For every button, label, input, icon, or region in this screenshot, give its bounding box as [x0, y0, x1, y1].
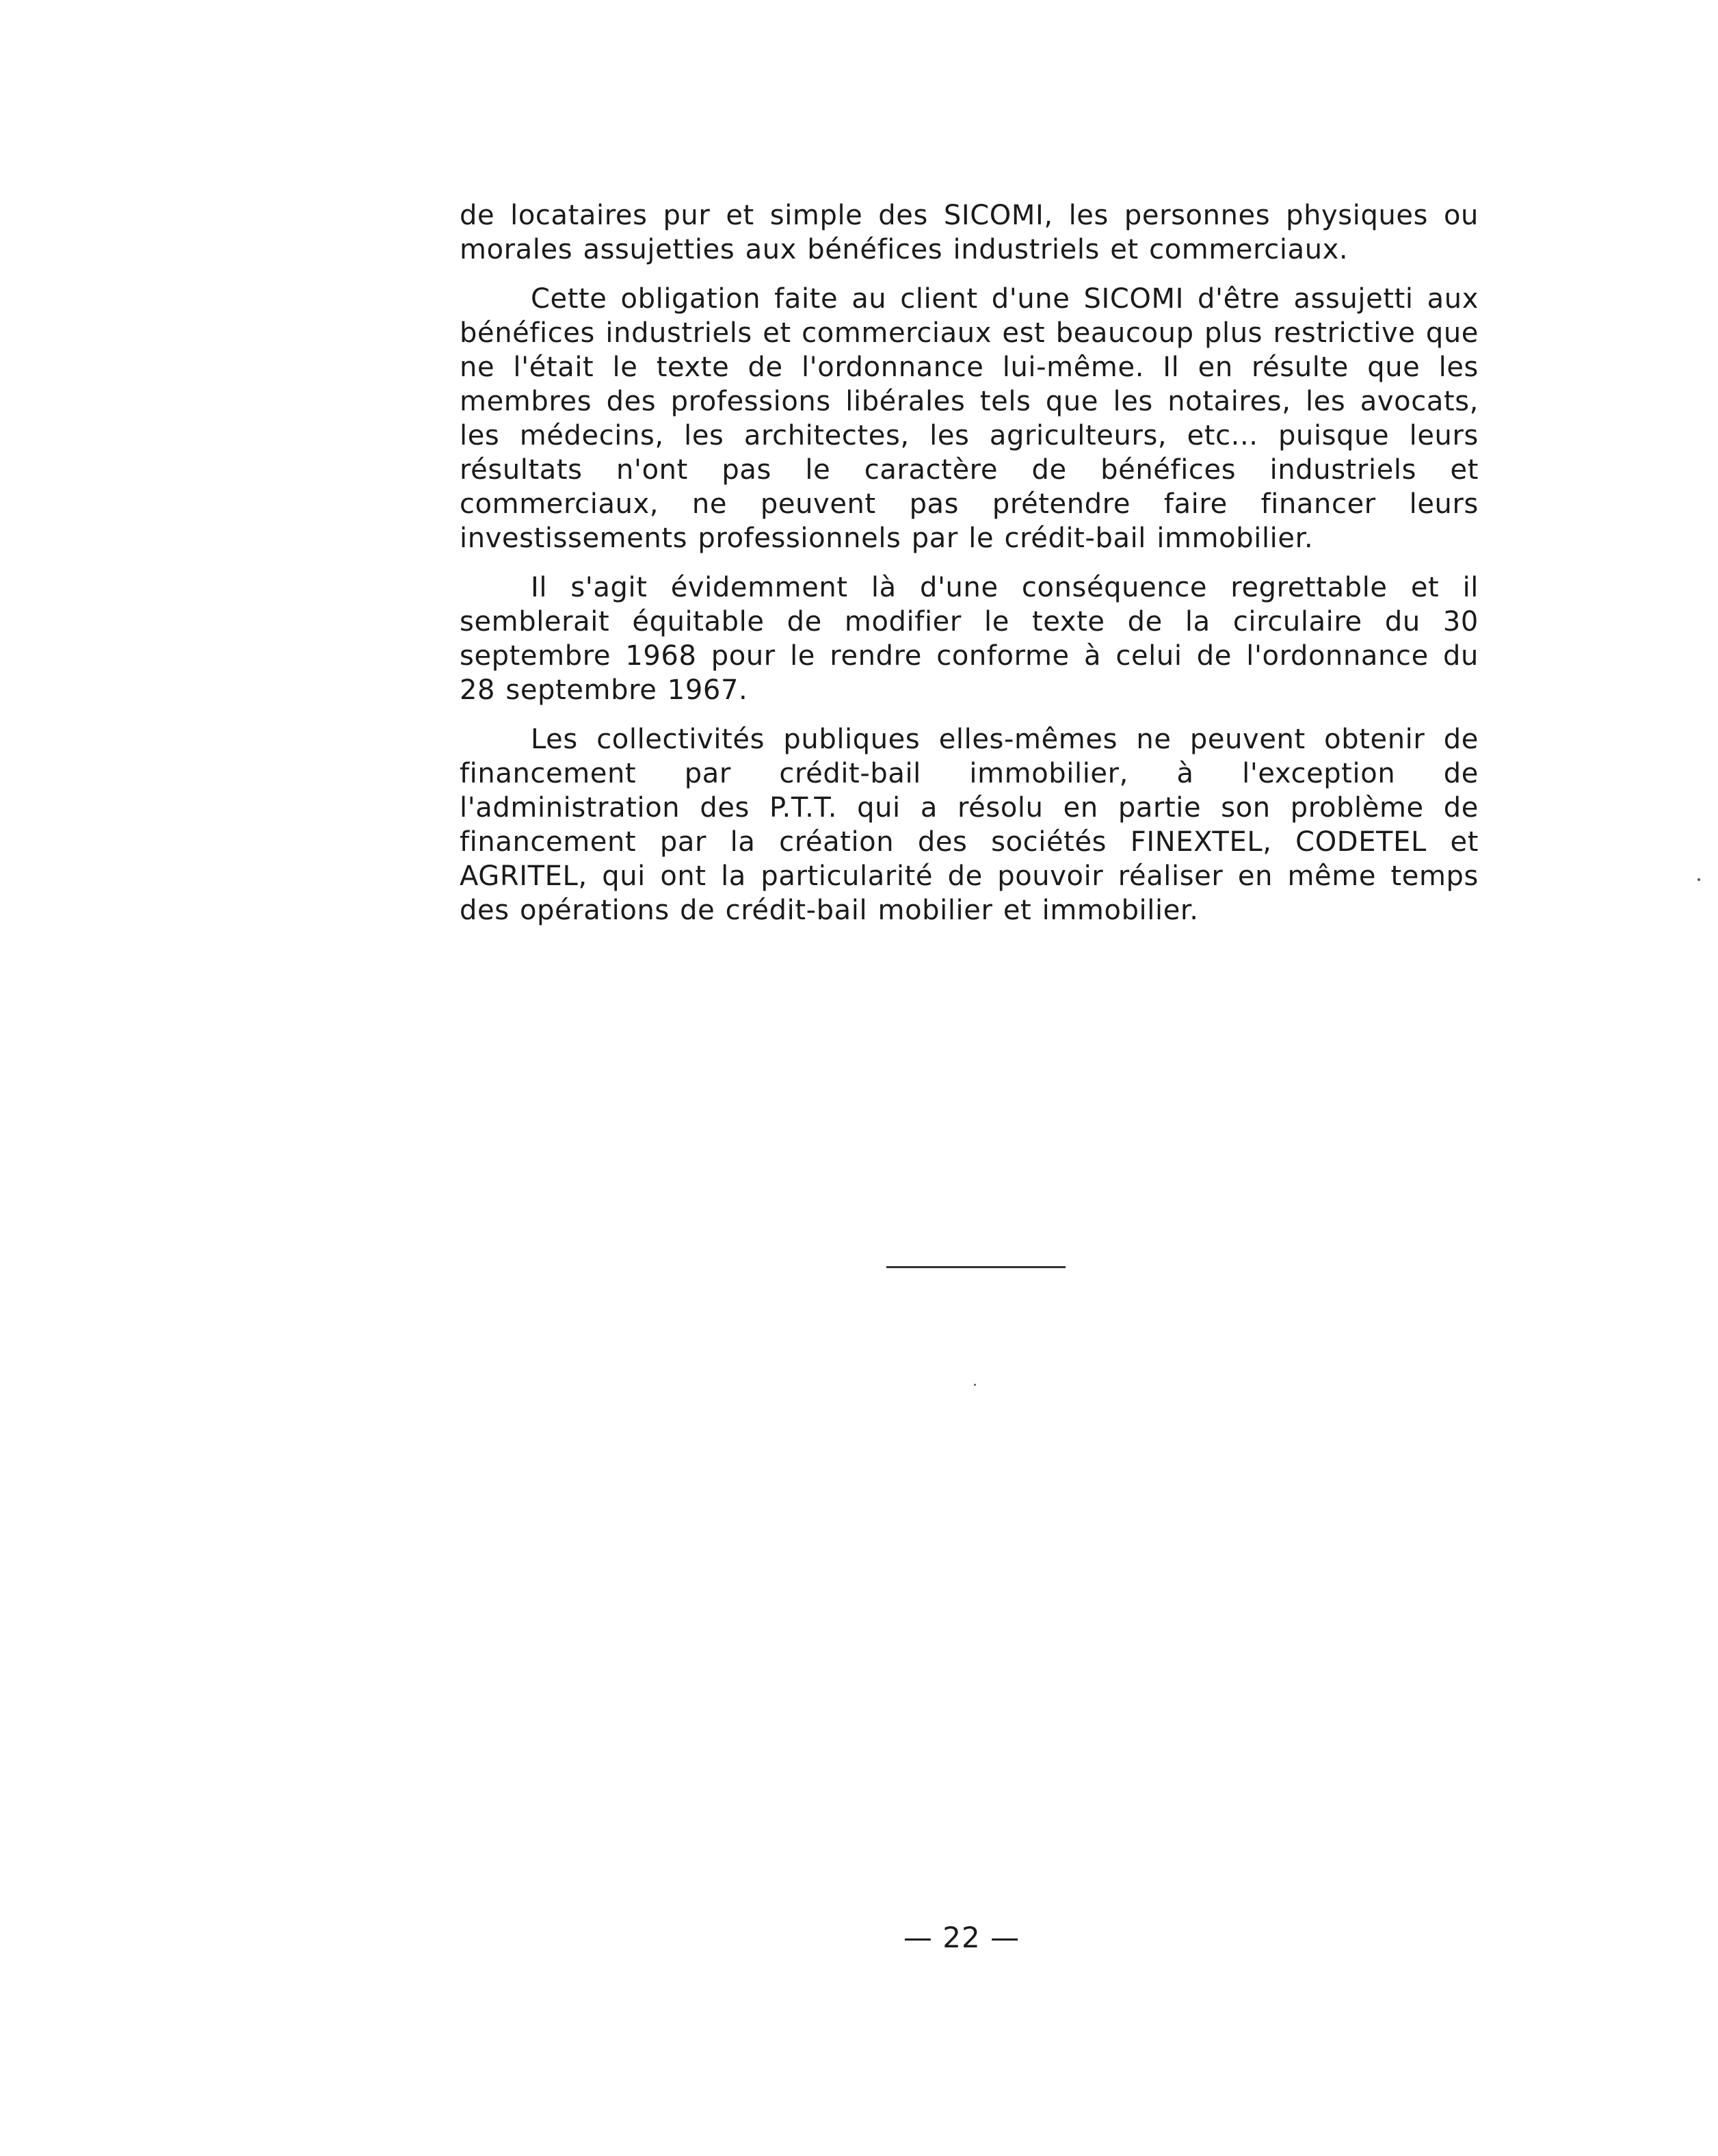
page-number: — 22 — [903, 1921, 1020, 1954]
scan-speck [974, 1384, 976, 1386]
paragraph-collectivites: Les collectivités publiques elles-mêmes ne peuvent obtenir de financement par crédit-bail immobilier, à l'exception de l'administration des P.T.T. qui a résolu en partie son problème de financement par la création des sociétés FINEXTEL, CODETEL et AGRITEL, qui ont la particularité de pouvoir réaliser en même temps des opérations de crédit-bail mobilier et immobilier. [460, 724, 1479, 926]
scan-speck [1697, 878, 1700, 881]
paragraph-continuation: de locataires pur et simple des SICOMI, les personnes physiques ou morales assujetties aux bénéfices industriels et commerciaux. [460, 200, 1479, 265]
paragraph-consequence: Il s'agit évidemment là d'une conséquence regrettable et il semblerait équitable de modifier le texte de la circulaire du 30 septembre 1968 pour le rendre conforme à celui de l'ordonnance du 28 septembre 1967. [460, 572, 1479, 706]
paragraph-obligation: Cette obligation faite au client d'une SICOMI d'être assujetti aux bénéfices industriels et commerciaux est beaucoup plus restrictive que ne l'était le texte de l'ordonnance lui-même. Il en résulte que les membres des professions libérales tels que les notaires, les avocats, les médecins, les architectes, les agriculteurs, etc... puisque leurs résultats n'ont pas le caractère de bénéfices industriels et commerciaux, ne peuvent pas prétendre faire financer leurs investissements professionnels par le crédit-bail immobilier. [460, 283, 1479, 554]
body-text [460, 198, 1479, 943]
section-separator-rule [886, 1266, 1066, 1268]
